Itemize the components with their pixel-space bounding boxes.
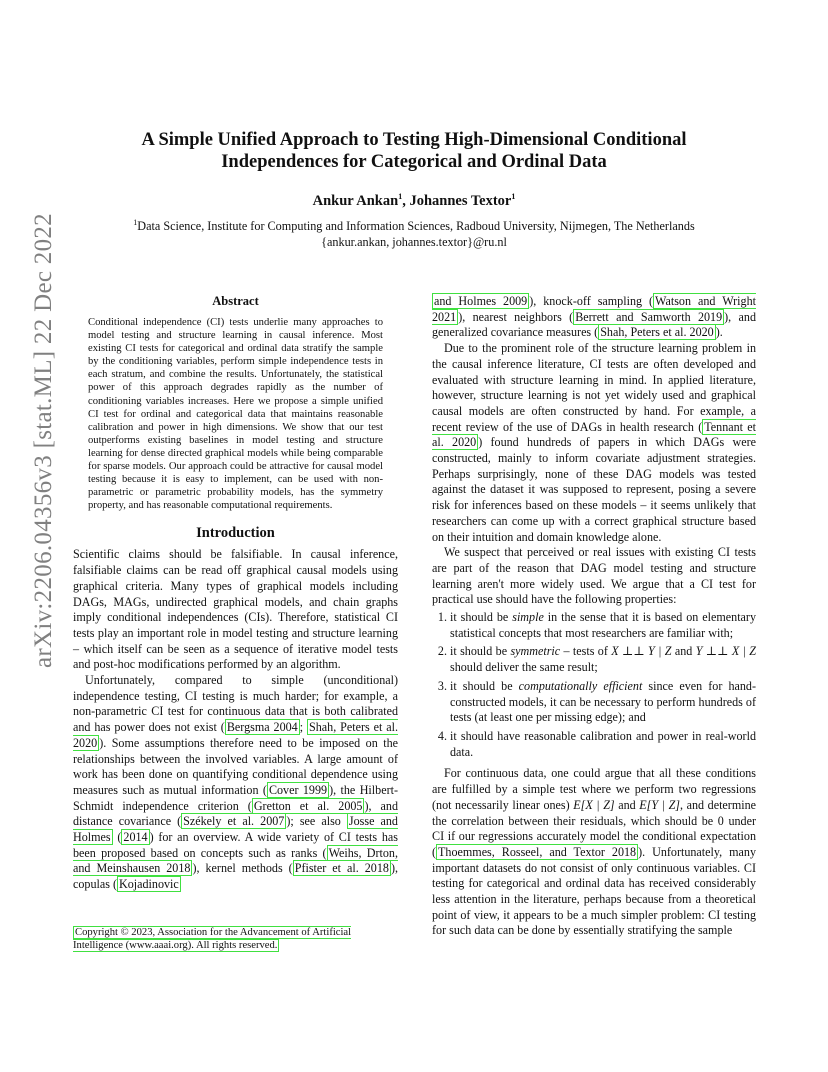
introduction-heading: Introduction (196, 525, 275, 542)
citation-link[interactable]: Josse and Holmes (73, 814, 398, 845)
abstract-text: Conditional independence (CI) tests underlie many approaches to model testing and structure learning in causal inference. Most existing CI tests for categorical and ordinal data stratify the sample by the conditioning variables, perform simple independence tests in each stratum, and combine the results. Unfortunately, the statistical power of this approach degrades rapidly as the number of conditioning variables increases. Here we propose a simple unified CI test for ordinal and categorical data that maintains reasonable calibration and power in high dimensions. We show that our test outperforms existing baselines in model testing and structure learning for dense directed graphical models while being comparable for sparse models. Our approach could be attractive for causal model testing because it is easy to implement, can be used with non-parametric or parametric probability models, has the symmetry property, and has reasonable computational requirements. (88, 317, 383, 512)
affil-marker: 1 (398, 192, 403, 202)
author-separator: , (402, 193, 410, 209)
citation-link[interactable]: Bergsma 2004 (226, 720, 298, 735)
citation-link[interactable]: Watson and Wright 2021 (432, 294, 756, 324)
citation-link[interactable]: Tennant et al. 2020 (432, 419, 756, 450)
affil-marker: 1 (511, 192, 516, 202)
author-emails: {ankur.ankan, johannes.textor}@ru.nl (321, 235, 507, 249)
citation-link[interactable]: Thoemmes, Rosseel, and Textor 2018 (438, 844, 637, 859)
title-line-1: A Simple Unified Approach to Testing High-Dimensional Conditional (141, 130, 687, 150)
affil-marker: 1 (133, 217, 138, 227)
properties-list (432, 610, 756, 760)
property-efficient: 3. it should be computationally efficient since even for hand-constructed models, it can be necessary to perform hundreds of tests (at least one per missing edge); and (450, 679, 756, 726)
citation-link[interactable]: Cover 1999 (268, 782, 328, 797)
property-calibration: 4. it should have reasonable calibration and power in real-world data. (450, 729, 756, 760)
affiliation: Data Science, Institute for Computing and Information Sciences, Radboud University, Nijmegen, The Netherlands (137, 219, 695, 233)
right-paragraph-4: For continuous data, one could argue that all these conditions are fulfilled by a simple test where we perform two regressions (not necessarily linear ones) E[X | Z] and E[Y | Z], and determine the correlation between their residuals, which should be 0 under CI if our regressions accurately model the conditional expectation ( Thoemmes, Rosseel, and Textor 2018 ). Unfortunately, many important datasets do not consist of only continuous variables. CI testing for categorical and ordinal data has received considerably less attention in the literature, perhaps because from a theoretical point of view, it appears to be a much simpler problem: CI testing for such data can be done by essentially stratifying the sample (432, 766, 757, 938)
author-line (0, 193, 828, 210)
intro-paragraph-1: Scientific claims should be falsifiable. In causal inference, falsifiable claims can be read off graphical causal models using graphical criteria. Many types of graphical models including DAGs, MAGs, undirected graphical models, and chain graphs imply conditional independences (CIs). Therefore, statistical CI tests play an important role in model testing and structure learning – which itself can be seen as a sequence of iterative model tests and post-hoc modifications performed by an algorithm. (73, 547, 398, 672)
arxiv-identifier[interactable]: arXiv:2206.04356v3 [stat.ML] 22 Dec 2022 (30, 213, 57, 668)
citation-link[interactable]: Shah, Peters et al. 2020 (600, 325, 714, 340)
citation-link[interactable]: Székely et al. 2007 (183, 814, 285, 829)
citation-link[interactable]: and Holmes 2009 (434, 294, 528, 308)
affiliation-block (0, 218, 828, 250)
citation-link[interactable]: Pfister et al. 2018 (294, 861, 389, 876)
citation-link[interactable]: Weihs, Drton, and Meinshausen 2018 (73, 845, 398, 876)
property-symmetric: 2. it should be symmetric – tests of X ⊥⊥ Y | Z and Y ⊥⊥ X | Z should deliver the same result; (450, 644, 756, 675)
right-paragraph-3: We suspect that perceived or real issues with existing CI tests are part of the reason that DAG model testing and structure learning aren't more widely used. We argue that a CI test for practical use should have the following properties: (432, 545, 756, 607)
author-ankan: Ankur Ankan (312, 193, 399, 209)
left-column (73, 294, 398, 893)
citation-link[interactable]: Kojadinovic (119, 877, 179, 892)
right-paragraph-1: and Holmes 2009 ), knock-off sampling ( Watson and Wright 2021 ), nearest neighbors ( Berrett and Samworth 2019 ), and generalized covariance measures ( Shah, Peters et al. 2020 ). (432, 294, 756, 340)
property-simple: 1. it should be simple in the sense that it is based on elementary statistical concepts that most researchers are familiar with; (450, 610, 756, 641)
right-paragraph-2: Due to the prominent role of the structure learning problem in the causal inference literature, CI tests are often developed and evaluated with structure learning in mind. In applied literature, however, structure learning is not yet widely used and graphical causal models are often constructed by hand. For example, a recent review of the use of DAGs in health research ( Tennant et al. 2020 ) found hundreds of papers in which DAGs were constructed, mainly to inform covariate adjustment strategies. Perhaps surprisingly, none of these DAG models was tested against the dataset it was supposed to represent, posing a severe risk for inferences based on these models – it seems unlikely that researchers can come up with a correct graphical structure based on their intuition and domain knowledge alone. (432, 341, 756, 544)
author-textor: Johannes Textor (409, 193, 512, 209)
citation-link[interactable]: Gretton et al. 2005 (253, 798, 363, 813)
paper-title (0, 129, 828, 173)
citation-link[interactable]: Shah, Peters et al. 2020 (73, 720, 399, 750)
copyright-notice (73, 926, 396, 952)
citation-link[interactable]: 2014 (123, 830, 148, 845)
title-line-2: Independences for Categorical and Ordinal Data (221, 152, 607, 172)
intro-paragraph-2: Unfortunately, compared to simple (unconditional) independence testing, CI testing is much harder; for example, a non-parametric CI test for continuous data that is both calibrated and has power does not exist ( Bergsma 2004 ; Shah, Peters et al. 2020 ). Some assumptions therefore need to be imposed on the relationships between the involved variables. A large amount of work has been done on quantifying conditional dependence using measures such as mutual information ( Cover 1999 ), the Hilbert-Schmidt independence criterion ( Gretton et al. 2005 ), and distance covariance ( Székely et al. 2007 ); see also Josse and Holmes ( 2014 ) for an overview. A wide variety of CI tests has been proposed based on concepts such as ranks ( Weihs, Drton, and Meinshausen 2018 ), kernel methods ( Pfister et al. 2018 ), copulas ( Kojadinovic (73, 673, 399, 892)
right-column (432, 294, 756, 939)
copyright-link[interactable]: Copyright © 2023, Association for the Advancement of Artificial Intelligence (www.aaai.org). All rights reserved. (73, 927, 352, 951)
abstract-heading: Abstract (212, 294, 259, 308)
citation-link[interactable]: Berrett and Samworth 2019 (575, 309, 723, 324)
